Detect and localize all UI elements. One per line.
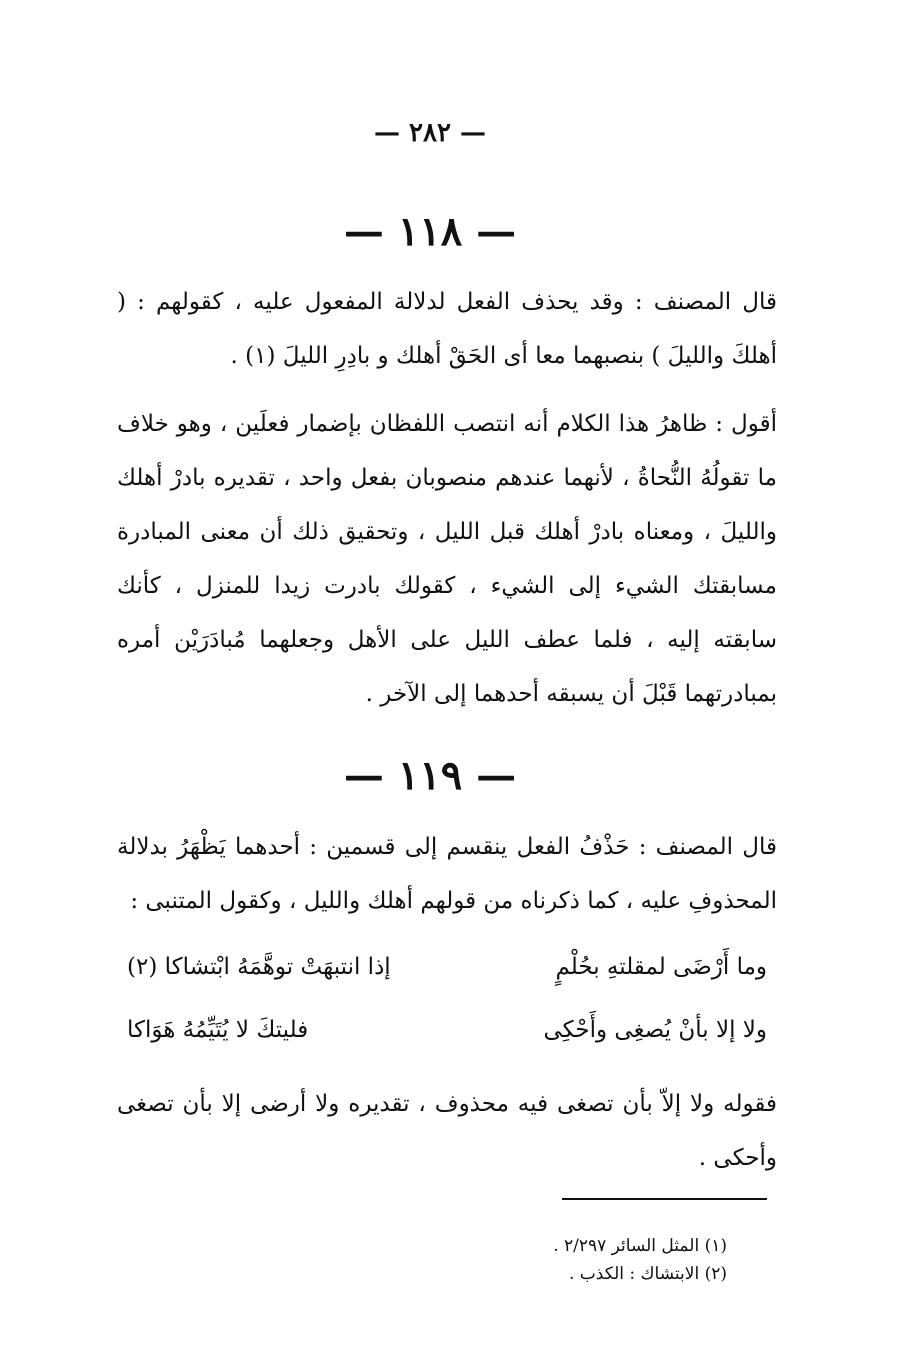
poem-verse-1 bbox=[127, 940, 767, 994]
author-statement-118: قال المصنف : وقد يحذف الفعل لدلالة المفعول عليه ، كقولهم : ( أهلكَ والليلَ ) بنصبهما معا أى الحَقْ أهلك و بادِرِ الليلَ (١) . bbox=[117, 289, 777, 369]
verse-2-second-hemistich: فليتكَ لا يُتَيِّمُهُ هَوَاكا bbox=[127, 1017, 309, 1043]
footnotes bbox=[307, 1232, 727, 1288]
section-heading-119: — ١١٩ — bbox=[343, 752, 517, 799]
poem-verse-2 bbox=[127, 1003, 767, 1057]
footnote-1: (١) المثل السائر ٢/٢٩٧ . bbox=[553, 1236, 727, 1256]
verse-1-first-hemistich: وما أَرْضَى لمقلتهِ بحُلْمٍ bbox=[555, 954, 767, 980]
author-statement-119: قال المصنف : حَذْفُ الفعل ينقسم إلى قسمين : أحدهما يَظْهَرُ بدلالة المحذوفِ عليه ، كما ذكرناه من قولهم أهلك والليل ، وكقول المتنبى : bbox=[117, 834, 777, 914]
closing-paragraph-119: فقوله ولا إلاّ بأن تصغى فيه محذوف ، تقديره ولا أرضى إلا بأن تصغى وأحكى . bbox=[117, 1091, 777, 1171]
page-number: — ٢٨٢ — bbox=[373, 118, 487, 148]
footnote-2: (٢) الابتشاك : الكذب . bbox=[568, 1264, 727, 1284]
commentary-paragraph-118: أقول : ظاهرُ هذا الكلام أنه انتصب اللفظان بإضمار فعلَين ، وهو خلاف ما تقولُهُ النُّحاةُ ، لأنهما عندهم منصوبان بفعل واحد ، تقديره بادرْ أهلك والليلَ ، ومعناه بادرْ أهلك قبل الليل ، وتحقيق ذلك أن معنى المبادرة مسابقتك الشيء إلى الشيء ، كقولك بادرت زيدا للمنزل ، كأنك سابقته إليه ، فلما عطف الليل على الأهل وجعلهما مُبادَرَيْن أمره بمبادرتهما قَبْلَ أن يسبقه أحدهما إلى الآخر . bbox=[117, 411, 777, 707]
section-heading-118: — ١١٨ — bbox=[343, 208, 517, 255]
footnote-divider bbox=[562, 1198, 767, 1200]
verse-2-first-hemistich: ولا إلا بأنْ يُصغِى وأَحْكِى bbox=[543, 1017, 767, 1043]
verse-1-second-hemistich: إذا انتبهَتْ توهَّمَهُ ابْتشاكا (٢) bbox=[127, 954, 391, 980]
